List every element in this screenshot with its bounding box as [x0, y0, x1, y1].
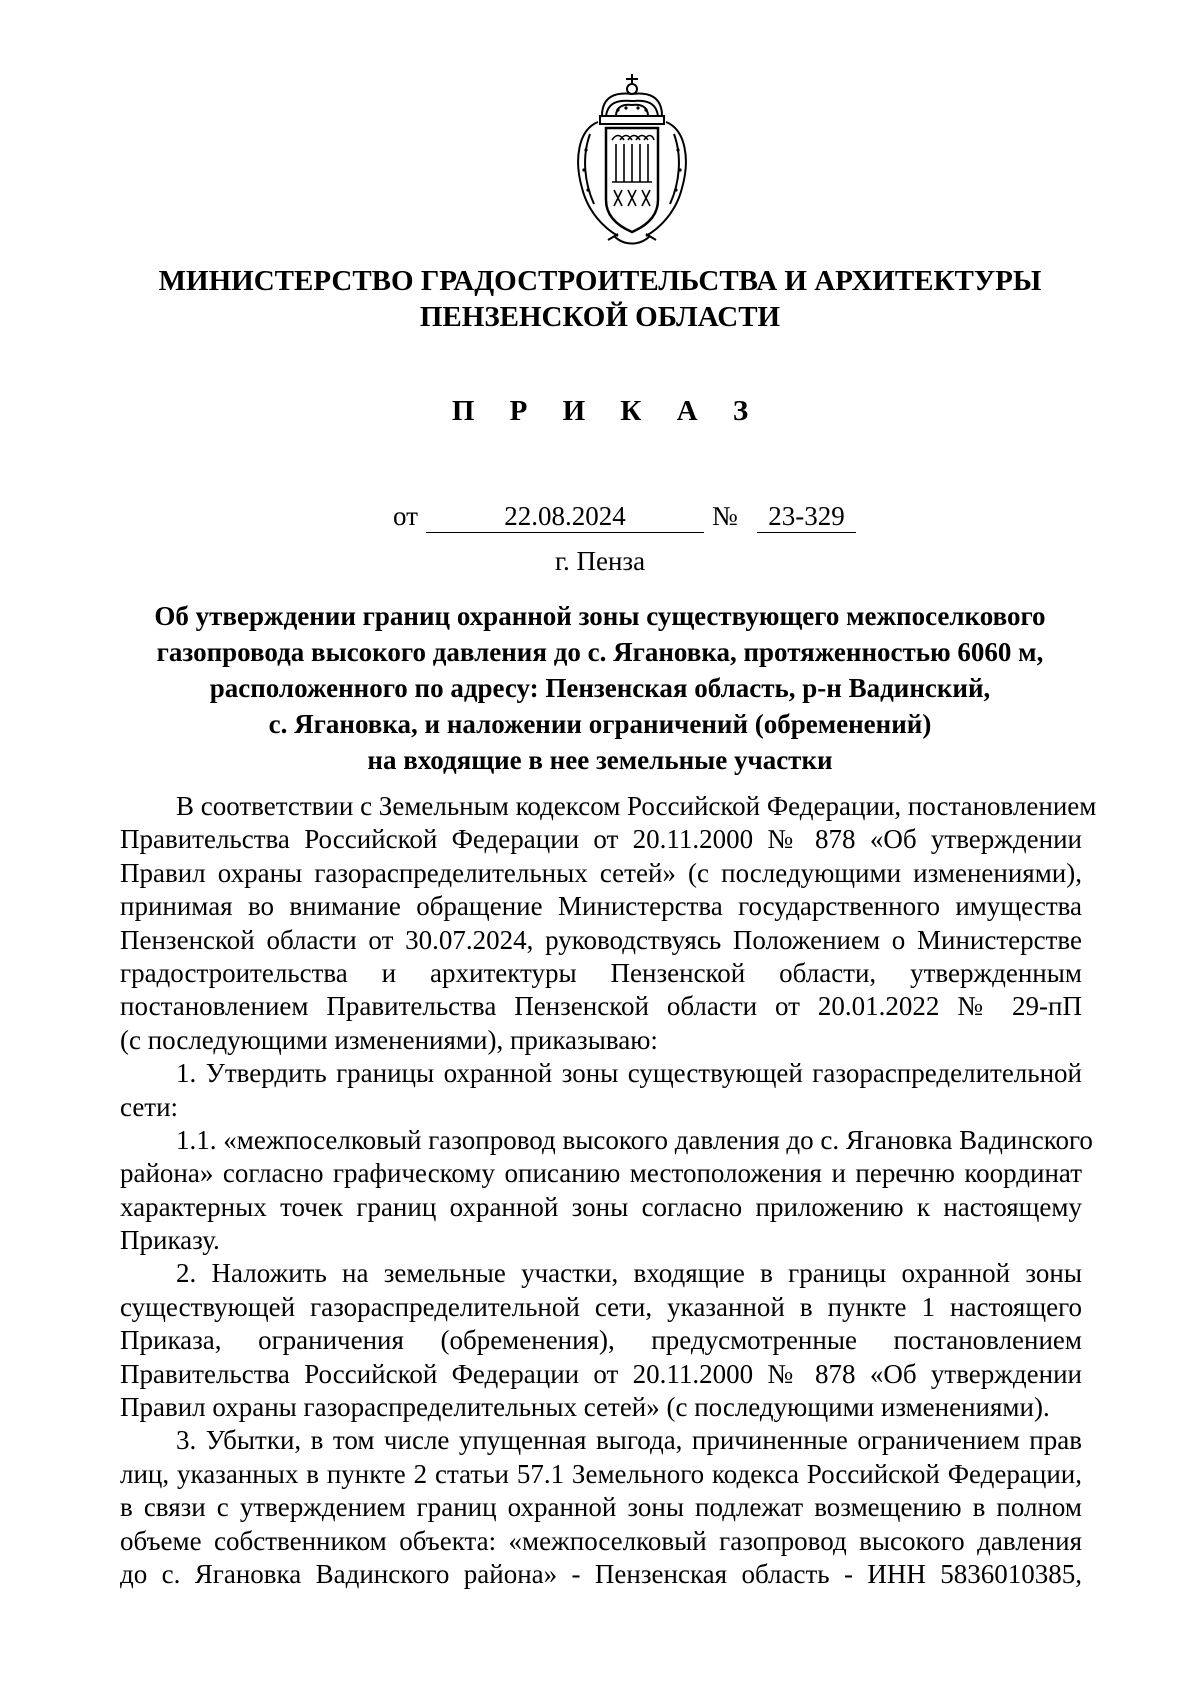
body-line: лиц, указанных в пункте 2 статьи 57.1 Земельного кодекса Российской Федерации, [120, 1458, 1082, 1489]
body-line: Правительства Российской Федерации от 20.11.2000 № 878 «Об утверждении [120, 1358, 1082, 1389]
ministry-name-line-2: ПЕНЗЕНСКОЙ ОБЛАСТИ [419, 301, 781, 333]
body-line: градостроительства и архитектуры Пензенской области, утвержденным [120, 957, 1082, 988]
body-line: Правил охраны газораспределительных сетей» (с последующими изменениями), [120, 857, 1082, 888]
ministry-name-line-1: МИНИСТЕРСТВО ГРАДОСТРОИТЕЛЬСТВА И АРХИТЕКТУРЫ [158, 265, 1042, 297]
subject-line: с. Ягановка, и наложении ограничений (обременений) [268, 709, 932, 739]
body-line: постановлением Правительства Пензенской области от 20.01.2022 № 29-пП [120, 991, 1082, 1022]
order-date-number-line [0, 498, 1200, 538]
body-line: Пензенской области от 30.07.2024, руководствуясь Положением о Министерстве [120, 924, 1082, 955]
body-line: района» согласно графическому описанию местоположения и перечню координат [120, 1158, 1082, 1189]
body-line: в связи с утверждением границ охранной зоны подлежат возмещению в полном [120, 1492, 1082, 1523]
body-line: Правительства Российской Федерации от 20.11.2000 № 878 «Об утверждении [120, 824, 1082, 855]
order-number: 23-329 [757, 498, 856, 533]
issue-city: г. Пенза [554, 546, 646, 576]
body-line: характерных точек границ охранной зоны согласно приложению к настоящему [120, 1191, 1082, 1222]
body-line: сети: [120, 1091, 179, 1122]
body-line: Приказу. [120, 1225, 220, 1256]
body-line: объеме собственником объекта: «межпоселковый газопровод высокого давления [120, 1525, 1082, 1556]
body-line: 2. Наложить на земельные участки, входящие в границы охранной зоны [176, 1258, 1082, 1289]
body-line: принимая во внимание обращение Министерства государственного имущества [120, 891, 1082, 922]
body-line: Приказа, ограничения (обременения), предусмотренные постановлением [120, 1325, 1082, 1356]
coat-of-arms-emblem [568, 70, 696, 252]
subject-line: Об утверждении границ охранной зоны существующего межпоселкового [154, 601, 1046, 631]
document-type-title: П Р И К А З [451, 395, 763, 427]
number-prefix: № [712, 501, 738, 531]
body-line: Правил охраны газораспределительных сетей» (с последующими изменениями). [120, 1392, 1050, 1423]
order-subject [100, 598, 1100, 778]
body-line: 1.1. «межпоселковый газопровод высокого давления до с. Ягановка Вадинского [176, 1124, 1093, 1155]
body-line: (с последующими изменениями), приказываю: [120, 1024, 658, 1055]
body-line: В соответствии с Земельным кодексом Российской Федерации, постановлением [176, 791, 1097, 821]
body-line: существующей газораспределительной сети, указанной в пункте 1 настоящего [120, 1291, 1082, 1322]
order-body-text [120, 790, 1097, 1591]
body-line: до с. Ягановка Вадинского района» - Пензенская область - ИНН 5836010385, [120, 1558, 1082, 1589]
subject-line: расположенного по адресу: Пензенская область, р-н Вадинский, [209, 673, 991, 703]
order-date: 22.08.2024 [426, 498, 704, 533]
body-line: 3. Убытки, в том числе упущенная выгода, причиненные ограничением прав [176, 1425, 1082, 1456]
body-line: 1. Утвердить границы охранной зоны существующей газораспределительной [176, 1058, 1082, 1089]
date-prefix: от [393, 501, 418, 531]
subject-line: газопровода высокого давления до с. Ягановка, протяженностью 6060 м, [156, 637, 1044, 667]
subject-line: на входящие в нее земельные участки [367, 745, 833, 775]
